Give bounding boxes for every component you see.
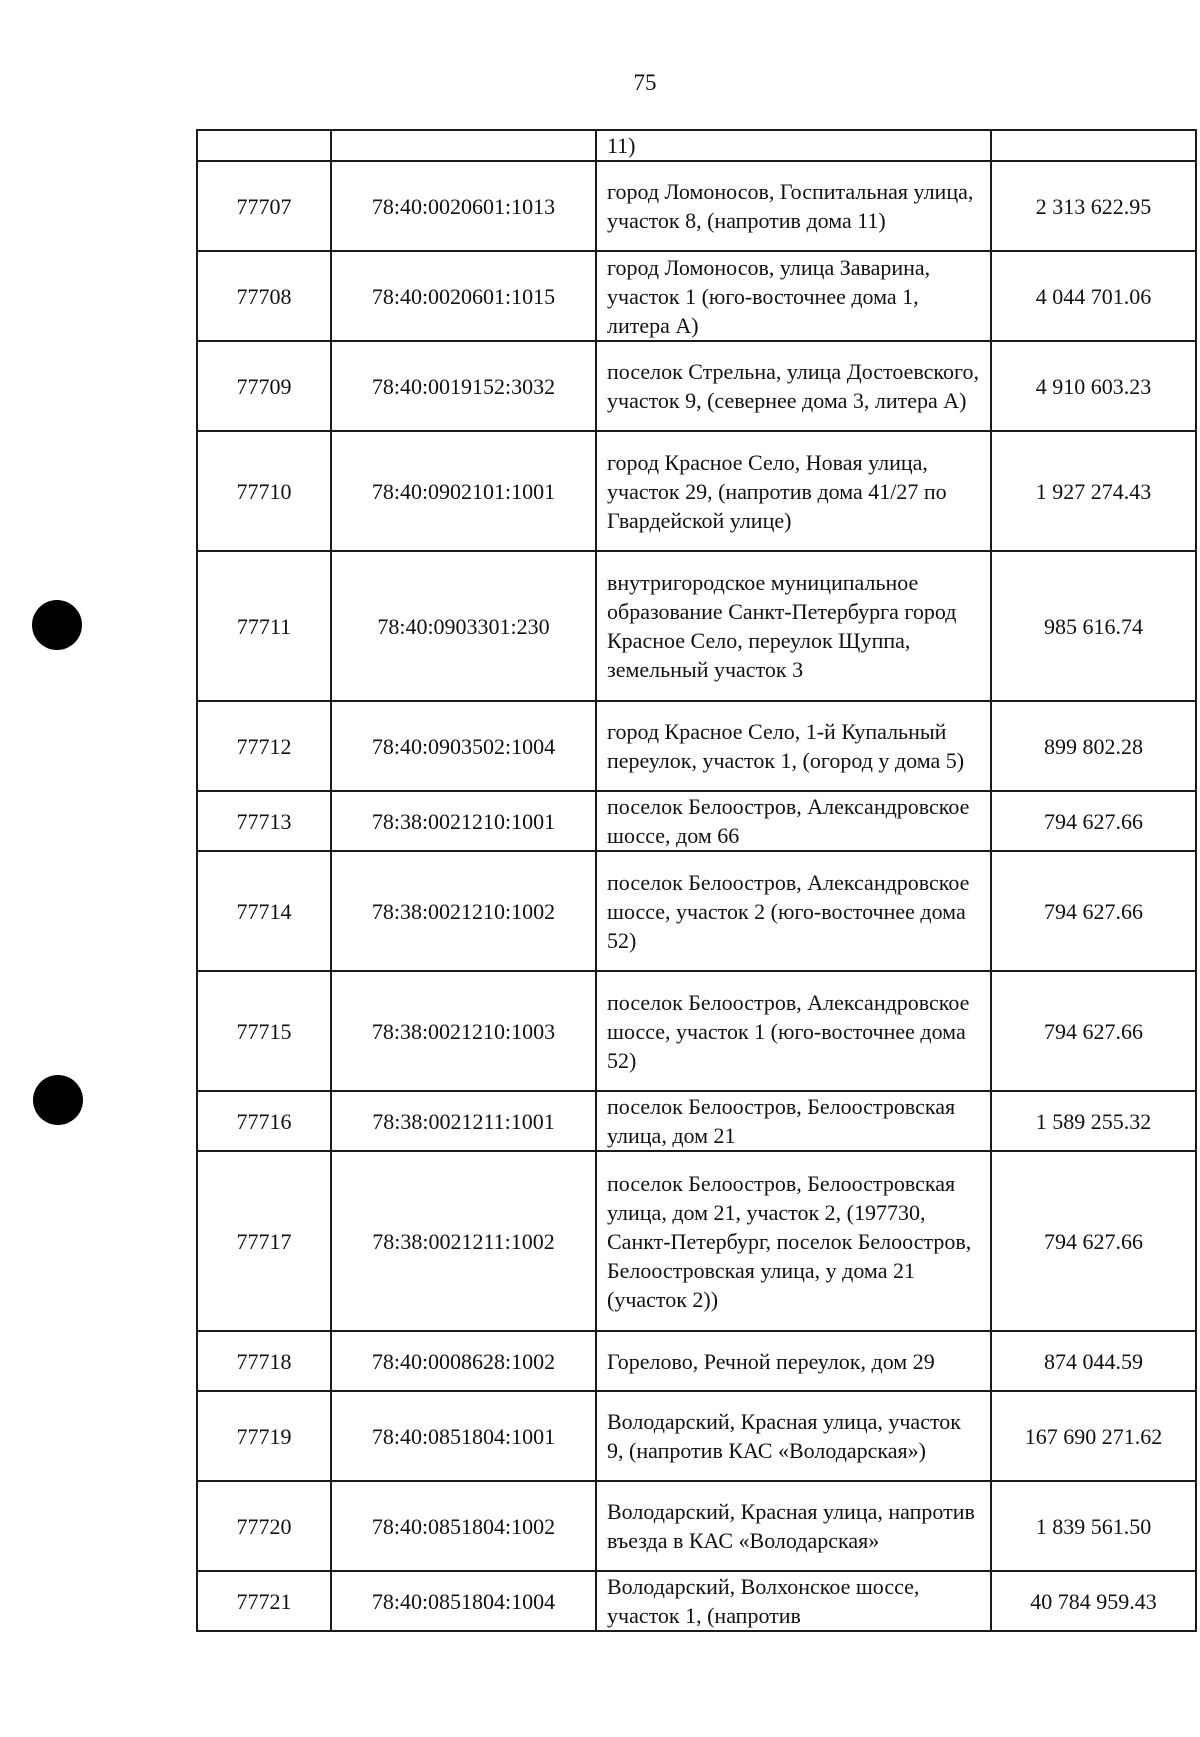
cadastral-number-cell: 78:40:0903301:230	[331, 551, 596, 701]
row-number-cell: 77711	[197, 551, 331, 701]
cadastral-value-cell: 2 313 622.95	[991, 161, 1196, 251]
cadastral-number-cell: 78:38:0021210:1001	[331, 791, 596, 851]
cadastral-value-cell: 1 589 255.32	[991, 1091, 1196, 1151]
row-number-cell: 77714	[197, 851, 331, 971]
cadastral-number-cell: 78:38:0021211:1001	[331, 1091, 596, 1151]
registry-table-container	[196, 129, 1197, 1632]
table-row	[197, 1091, 1196, 1151]
cadastral-value-cell: 874 044.59	[991, 1331, 1196, 1391]
row-number-cell: 77712	[197, 701, 331, 791]
address-cell: город Ломоносов, Госпитальная улица, участок 8, (напротив дома 11)	[596, 161, 991, 251]
address-cell: город Красное Село, 1-й Купальный переулок, участок 1, (огород у дома 5)	[596, 701, 991, 791]
cadastral-number-cell	[331, 130, 596, 161]
address-cell: Горелово, Речной переулок, дом 29	[596, 1331, 991, 1391]
cadastral-number-cell: 78:40:0903502:1004	[331, 701, 596, 791]
address-cell: поселок Белоостров, Белоостровская улица, дом 21, участок 2, (197730, Санкт-Петербург, поселок Белоостров, Белоостровская улица, у дома 21 (участок 2))	[596, 1151, 991, 1331]
continuation-row	[197, 130, 1196, 161]
cadastral-number-cell: 78:38:0021210:1003	[331, 971, 596, 1091]
cadastral-value-cell: 4 910 603.23	[991, 341, 1196, 431]
row-number-cell: 77721	[197, 1571, 331, 1631]
page-number: 75	[633, 70, 657, 95]
cadastral-value-cell: 1 927 274.43	[991, 431, 1196, 551]
address-cell: город Ломоносов, улица Заварина, участок 1 (юго-восточнее дома 1, литера А)	[596, 251, 991, 341]
table-row	[197, 1331, 1196, 1391]
cadastral-value-cell: 794 627.66	[991, 1151, 1196, 1331]
address-cell: Володарский, Волхонское шоссе, участок 1, (напротив	[596, 1571, 991, 1631]
row-number-cell: 77720	[197, 1481, 331, 1571]
cadastral-value-cell: 899 802.28	[991, 701, 1196, 791]
row-number-cell: 77717	[197, 1151, 331, 1331]
cadastral-value-cell: 4 044 701.06	[991, 251, 1196, 341]
cadastral-value-cell: 167 690 271.62	[991, 1391, 1196, 1481]
table-row	[197, 851, 1196, 971]
punch-hole-mark	[33, 1075, 83, 1125]
address-cell: город Красное Село, Новая улица, участок 29, (напротив дома 41/27 по Гвардейской улице)	[596, 431, 991, 551]
table-row	[197, 1481, 1196, 1571]
cadastral-number-cell: 78:40:0019152:3032	[331, 341, 596, 431]
table-row	[197, 551, 1196, 701]
address-cell: поселок Белоостров, Белоостровская улица, дом 21	[596, 1091, 991, 1151]
land-plot-registry-table	[196, 129, 1197, 1632]
row-number-cell: 77710	[197, 431, 331, 551]
table-row	[197, 1391, 1196, 1481]
cadastral-number-cell: 78:40:0851804:1002	[331, 1481, 596, 1571]
row-number-cell: 77708	[197, 251, 331, 341]
cadastral-value-cell: 794 627.66	[991, 851, 1196, 971]
cadastral-number-cell: 78:40:0008628:1002	[331, 1331, 596, 1391]
row-number-cell: 77716	[197, 1091, 331, 1151]
cadastral-value-cell: 1 839 561.50	[991, 1481, 1196, 1571]
cadastral-number-cell: 78:40:0020601:1015	[331, 251, 596, 341]
registry-table-body	[197, 130, 1196, 1631]
address-cell: Володарский, Красная улица, участок 9, (напротив КАС «Володарская»)	[596, 1391, 991, 1481]
row-number-cell: 77707	[197, 161, 331, 251]
cadastral-number-cell: 78:38:0021210:1002	[331, 851, 596, 971]
cadastral-number-cell: 78:38:0021211:1002	[331, 1151, 596, 1331]
row-number-cell: 77709	[197, 341, 331, 431]
cadastral-value-cell: 985 616.74	[991, 551, 1196, 701]
cadastral-value-cell: 794 627.66	[991, 971, 1196, 1091]
address-cell: Володарский, Красная улица, напротив въезда в КАС «Володарская»	[596, 1481, 991, 1571]
address-cell: поселок Стрельна, улица Достоевского, участок 9, (севернее дома 3, литера А)	[596, 341, 991, 431]
table-row	[197, 1151, 1196, 1331]
cadastral-value-cell: 40 784 959.43	[991, 1571, 1196, 1631]
row-number-cell: 77719	[197, 1391, 331, 1481]
cadastral-number-cell: 78:40:0851804:1001	[331, 1391, 596, 1481]
cadastral-number-cell: 78:40:0020601:1013	[331, 161, 596, 251]
row-number-cell: 77713	[197, 791, 331, 851]
table-row	[197, 161, 1196, 251]
table-row	[197, 1571, 1196, 1631]
table-row	[197, 701, 1196, 791]
cadastral-number-cell: 78:40:0902101:1001	[331, 431, 596, 551]
table-row	[197, 341, 1196, 431]
table-row	[197, 431, 1196, 551]
row-number-cell: 77715	[197, 971, 331, 1091]
cadastral-value-cell	[991, 130, 1196, 161]
punch-hole-mark	[32, 600, 82, 650]
address-cell: поселок Белоостров, Александровское шоссе, участок 1 (юго-восточнее дома 52)	[596, 971, 991, 1091]
table-row	[197, 251, 1196, 341]
address-cell: 11)	[596, 130, 991, 161]
address-cell: внутригородское муниципальное образование Санкт-Петербурга город Красное Село, переулок Щуппа, земельный участок 3	[596, 551, 991, 701]
address-cell: поселок Белоостров, Александровское шоссе, участок 2 (юго-восточнее дома 52)	[596, 851, 991, 971]
cadastral-number-cell: 78:40:0851804:1004	[331, 1571, 596, 1631]
row-number-cell: 77718	[197, 1331, 331, 1391]
cadastral-value-cell: 794 627.66	[991, 791, 1196, 851]
table-row	[197, 971, 1196, 1091]
row-number-cell	[197, 130, 331, 161]
address-cell: поселок Белоостров, Александровское шоссе, дом 66	[596, 791, 991, 851]
table-row	[197, 791, 1196, 851]
